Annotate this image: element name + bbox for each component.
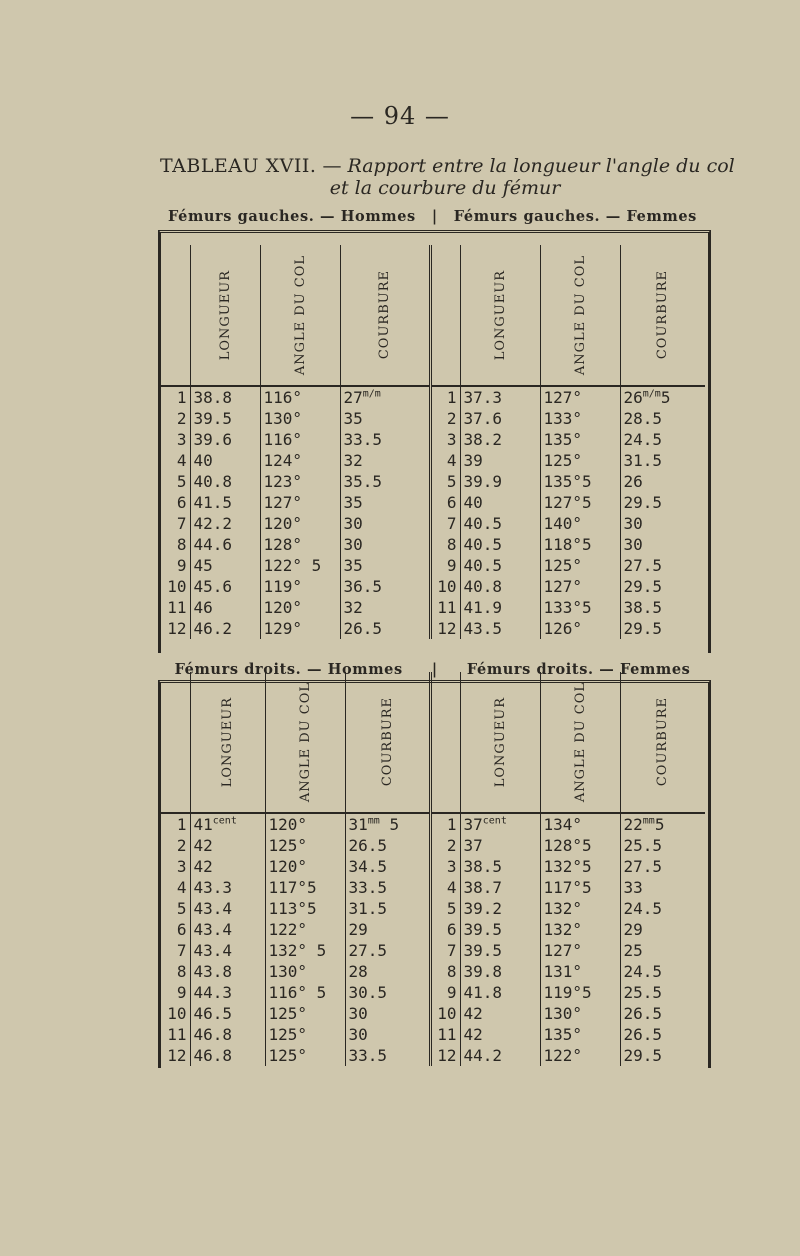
row-index: 6 bbox=[160, 919, 190, 940]
cell-angle-hommes: 123° bbox=[260, 471, 340, 492]
cell-courbure-hommes: 35.5 bbox=[340, 471, 430, 492]
row-index: 12 bbox=[430, 1045, 460, 1066]
cell-angle-femmes: 119°5 bbox=[540, 982, 620, 1003]
cell-angle-femmes: 140° bbox=[540, 513, 620, 534]
row-index: 11 bbox=[430, 597, 460, 618]
cell-courbure-femmes: $22^{mm}5$ bbox=[623, 815, 665, 834]
cell-angle-femmes: 127°5 bbox=[540, 492, 620, 513]
section-divider: | bbox=[431, 208, 438, 225]
table-row bbox=[160, 919, 705, 940]
cell-courbure-femmes: 31.5 bbox=[623, 451, 663, 470]
cell-courbure-hommes: $27^{m/m}$ bbox=[340, 386, 430, 408]
cell-courbure-hommes: 35 bbox=[340, 492, 430, 513]
cell-angle-femmes: 125° bbox=[540, 450, 620, 471]
cell-courbure-hommes: 32 bbox=[340, 450, 430, 471]
header-longueur-hommes: LONGUEUR bbox=[190, 672, 265, 813]
cell-angle-hommes: 130° bbox=[260, 408, 340, 429]
row-index: 8 bbox=[430, 961, 460, 982]
row-index: 2 bbox=[430, 408, 460, 429]
cell-courbure-hommes: 33.5 bbox=[345, 1045, 430, 1066]
row-index: 9 bbox=[160, 555, 190, 576]
cell-longueur-hommes: 44.3 bbox=[190, 982, 265, 1003]
cell-courbure-femmes: 29 bbox=[623, 920, 643, 939]
cell-courbure-femmes: 24.5 bbox=[623, 430, 663, 449]
cell-courbure-hommes: 35 bbox=[340, 555, 430, 576]
cell-angle-femmes: 131° bbox=[540, 961, 620, 982]
cell-longueur-femmes: 39.8 bbox=[460, 961, 540, 982]
row-index: 12 bbox=[160, 1045, 190, 1066]
row-index: 8 bbox=[160, 534, 190, 555]
table-row bbox=[160, 877, 705, 898]
cell-longueur-hommes: 43.8 bbox=[190, 961, 265, 982]
cell-longueur-femmes: 42 bbox=[460, 1024, 540, 1045]
cell-angle-femmes: 130° bbox=[540, 1003, 620, 1024]
row-index: 10 bbox=[160, 576, 190, 597]
cell-angle-hommes: 116° 5 bbox=[265, 982, 345, 1003]
row-index: 7 bbox=[160, 513, 190, 534]
row-index: 11 bbox=[430, 1024, 460, 1045]
title-italic-text: Rapport entre la longueur l'angle du col bbox=[347, 155, 735, 177]
cell-courbure-femmes: 29.5 bbox=[623, 493, 663, 512]
cell-angle-femmes: 135° bbox=[540, 1024, 620, 1045]
cell-courbure-hommes: 27.5 bbox=[345, 940, 430, 961]
cell-angle-femmes: 135°5 bbox=[540, 471, 620, 492]
title-dash: — bbox=[322, 155, 342, 177]
cell-courbure-femmes: 29.5 bbox=[623, 1046, 663, 1065]
table-row bbox=[160, 534, 705, 555]
cell-angle-femmes: 125° bbox=[540, 555, 620, 576]
header-angle-hommes: ANGLE DU COL bbox=[265, 672, 345, 813]
cell-angle-hommes: 120° bbox=[260, 513, 340, 534]
title-line-2: et la courbure du fémur bbox=[329, 177, 561, 199]
cell-angle-hommes: 128° bbox=[260, 534, 340, 555]
header-angle-femmes: ANGLE DU COL bbox=[540, 672, 620, 813]
cell-angle-femmes: 132°5 bbox=[540, 856, 620, 877]
table-row bbox=[160, 835, 705, 856]
cell-courbure-hommes: 26.5 bbox=[345, 835, 430, 856]
cell-courbure-femmes: 30 bbox=[623, 514, 643, 533]
cell-longueur-femmes: 37.3 bbox=[460, 386, 540, 408]
header-angle-hommes: ANGLE DU COL bbox=[260, 245, 340, 386]
cell-angle-hommes: 132° 5 bbox=[265, 940, 345, 961]
table-row bbox=[160, 1024, 705, 1045]
title-label: TABLEAU XVII. bbox=[160, 155, 317, 177]
header-index bbox=[430, 672, 460, 813]
cell-longueur-femmes: 40 bbox=[460, 492, 540, 513]
section-droits-femmes: Fémurs droits. — Femmes bbox=[466, 661, 691, 678]
cell-courbure-femmes: 28.5 bbox=[623, 409, 663, 428]
cell-courbure-hommes: 30 bbox=[345, 1024, 430, 1045]
table-row bbox=[160, 856, 705, 877]
cell-courbure-femmes: 26 bbox=[623, 472, 643, 491]
row-index: 1 bbox=[430, 386, 460, 408]
cell-courbure-hommes: 31.5 bbox=[345, 898, 430, 919]
section-gauches-femmes: Fémurs gauches. — Femmes bbox=[453, 208, 697, 225]
cell-longueur-hommes: 40 bbox=[190, 450, 260, 471]
cell-angle-hommes: 120° bbox=[265, 856, 345, 877]
cell-longueur-hommes: 39.6 bbox=[190, 429, 260, 450]
cell-longueur-femmes: 44.2 bbox=[460, 1045, 540, 1066]
cell-courbure-femmes: 25.5 bbox=[623, 836, 663, 855]
cell-longueur-hommes: 43.4 bbox=[190, 940, 265, 961]
cell-longueur-femmes: 37 bbox=[460, 835, 540, 856]
cell-courbure-hommes: 33.5 bbox=[345, 877, 430, 898]
cell-angle-hommes: 122° bbox=[265, 919, 345, 940]
cell-longueur-femmes: 43.5 bbox=[460, 618, 540, 639]
table-row bbox=[160, 429, 705, 450]
cell-courbure-femmes: $26^{m/m}5$ bbox=[623, 388, 671, 407]
row-index: 11 bbox=[160, 1024, 190, 1045]
table-row bbox=[160, 386, 705, 408]
row-index: 12 bbox=[430, 618, 460, 639]
cell-courbure-hommes: 35 bbox=[340, 408, 430, 429]
row-index: 4 bbox=[160, 877, 190, 898]
cell-longueur-hommes: 39.5 bbox=[190, 408, 260, 429]
cell-longueur-hommes: 46.8 bbox=[190, 1024, 265, 1045]
cell-courbure-femmes: 24.5 bbox=[623, 962, 663, 981]
cell-courbure-femmes: 25 bbox=[623, 941, 643, 960]
row-index: 5 bbox=[160, 898, 190, 919]
cell-longueur-femmes: 37.6 bbox=[460, 408, 540, 429]
cell-longueur-hommes: 45.6 bbox=[190, 576, 260, 597]
cell-courbure-femmes: 27.5 bbox=[623, 556, 663, 575]
row-index: 7 bbox=[430, 513, 460, 534]
cell-angle-hommes: 125° bbox=[265, 835, 345, 856]
cell-longueur-hommes: 43.3 bbox=[190, 877, 265, 898]
table-row bbox=[160, 1045, 705, 1066]
table-row bbox=[160, 408, 705, 429]
cell-angle-hommes: 127° bbox=[260, 492, 340, 513]
cell-angle-femmes: 133°5 bbox=[540, 597, 620, 618]
cell-longueur-hommes: 46.8 bbox=[190, 1045, 265, 1066]
cell-courbure-femmes: 29.5 bbox=[623, 619, 663, 638]
row-index: 9 bbox=[160, 982, 190, 1003]
cell-angle-hommes: 120° bbox=[265, 813, 345, 835]
cell-courbure-femmes: 33 bbox=[623, 878, 643, 897]
cell-angle-femmes: 117°5 bbox=[540, 877, 620, 898]
cell-courbure-hommes: 32 bbox=[340, 597, 430, 618]
header-longueur-femmes: LONGUEUR bbox=[460, 245, 540, 386]
cell-longueur-femmes: 39.9 bbox=[460, 471, 540, 492]
cell-courbure-femmes: 38.5 bbox=[623, 598, 663, 617]
cell-longueur-femmes: 39 bbox=[460, 450, 540, 471]
cell-longueur-hommes: 43.4 bbox=[190, 919, 265, 940]
header-courbure-hommes: COURBURE bbox=[340, 245, 430, 386]
header-courbure-femmes: COURBURE bbox=[620, 245, 705, 386]
section-header-gauches bbox=[160, 208, 705, 225]
cell-courbure-hommes: 30 bbox=[340, 534, 430, 555]
cell-longueur-hommes: $41^{cent}$ bbox=[190, 813, 265, 835]
section-droits-hommes: Fémurs droits. — Hommes bbox=[174, 661, 403, 678]
header-index bbox=[160, 672, 190, 813]
cell-longueur-hommes: 46 bbox=[190, 597, 260, 618]
cell-longueur-hommes: 46.2 bbox=[190, 618, 260, 639]
header-index bbox=[430, 245, 460, 386]
row-index: 9 bbox=[430, 982, 460, 1003]
table-row bbox=[160, 597, 705, 618]
cell-courbure-femmes: 24.5 bbox=[623, 899, 663, 918]
row-index: 11 bbox=[160, 597, 190, 618]
cell-longueur-femmes: 41.8 bbox=[460, 982, 540, 1003]
header-angle-femmes: ANGLE DU COL bbox=[540, 245, 620, 386]
table-row bbox=[160, 940, 705, 961]
table-row bbox=[160, 898, 705, 919]
cell-courbure-hommes: 30 bbox=[345, 1003, 430, 1024]
header-longueur-hommes: LONGUEUR bbox=[190, 245, 260, 386]
cell-courbure-hommes: 36.5 bbox=[340, 576, 430, 597]
table-gauches bbox=[160, 245, 705, 639]
cell-angle-femmes: 126° bbox=[540, 618, 620, 639]
cell-courbure-hommes: 29 bbox=[345, 919, 430, 940]
cell-angle-femmes: 133° bbox=[540, 408, 620, 429]
cell-longueur-femmes: 40.5 bbox=[460, 555, 540, 576]
row-index: 3 bbox=[430, 856, 460, 877]
cell-angle-hommes: 119° bbox=[260, 576, 340, 597]
table-row bbox=[160, 471, 705, 492]
row-index: 2 bbox=[160, 835, 190, 856]
cell-longueur-femmes: 39.5 bbox=[460, 919, 540, 940]
table-row bbox=[160, 961, 705, 982]
row-index: 1 bbox=[430, 813, 460, 835]
row-index: 3 bbox=[430, 429, 460, 450]
table-row bbox=[160, 492, 705, 513]
cell-angle-femmes: 132° bbox=[540, 919, 620, 940]
cell-angle-femmes: 134° bbox=[540, 813, 620, 835]
section-divider: | bbox=[431, 661, 438, 678]
cell-longueur-hommes: 42 bbox=[190, 835, 265, 856]
cell-longueur-hommes: 43.4 bbox=[190, 898, 265, 919]
header-courbure-hommes: COURBURE bbox=[345, 672, 430, 813]
header-index bbox=[160, 245, 190, 386]
cell-longueur-femmes: 42 bbox=[460, 1003, 540, 1024]
cell-angle-femmes: 127° bbox=[540, 940, 620, 961]
row-index: 7 bbox=[430, 940, 460, 961]
cell-longueur-femmes: 38.5 bbox=[460, 856, 540, 877]
row-index: 8 bbox=[160, 961, 190, 982]
cell-courbure-hommes: 28 bbox=[345, 961, 430, 982]
cell-courbure-hommes: 30.5 bbox=[345, 982, 430, 1003]
cell-courbure-hommes: 34.5 bbox=[345, 856, 430, 877]
cell-angle-hommes: 129° bbox=[260, 618, 340, 639]
table-title bbox=[160, 155, 735, 199]
table-droits bbox=[160, 672, 705, 1066]
table-row bbox=[160, 576, 705, 597]
row-index: 4 bbox=[430, 877, 460, 898]
cell-longueur-hommes: 40.8 bbox=[190, 471, 260, 492]
cell-longueur-hommes: 42.2 bbox=[190, 513, 260, 534]
cell-angle-femmes: 128°5 bbox=[540, 835, 620, 856]
cell-longueur-hommes: 42 bbox=[190, 856, 265, 877]
cell-courbure-femmes: 26.5 bbox=[623, 1025, 663, 1044]
row-index: 8 bbox=[430, 534, 460, 555]
page-number: — 94 — bbox=[350, 102, 450, 130]
cell-courbure-femmes: 29.5 bbox=[623, 577, 663, 596]
row-index: 6 bbox=[430, 919, 460, 940]
cell-courbure-hommes: $31^{mm}$ 5 bbox=[345, 813, 430, 835]
cell-angle-hommes: 120° bbox=[260, 597, 340, 618]
cell-courbure-hommes: 26.5 bbox=[340, 618, 430, 639]
header-courbure-femmes: COURBURE bbox=[620, 672, 705, 813]
cell-longueur-femmes: 38.2 bbox=[460, 429, 540, 450]
row-index: 10 bbox=[160, 1003, 190, 1024]
row-index: 1 bbox=[160, 386, 190, 408]
row-index: 5 bbox=[160, 471, 190, 492]
table-row bbox=[160, 618, 705, 639]
row-index: 6 bbox=[430, 492, 460, 513]
table-row bbox=[160, 813, 705, 835]
table-row bbox=[160, 450, 705, 471]
cell-longueur-hommes: 38.8 bbox=[190, 386, 260, 408]
row-index: 10 bbox=[430, 1003, 460, 1024]
cell-longueur-hommes: 46.5 bbox=[190, 1003, 265, 1024]
row-index: 4 bbox=[430, 450, 460, 471]
cell-angle-hommes: 125° bbox=[265, 1024, 345, 1045]
cell-longueur-femmes: 40.5 bbox=[460, 534, 540, 555]
table-row bbox=[160, 1003, 705, 1024]
title-line-1 bbox=[160, 155, 735, 177]
row-index: 7 bbox=[160, 940, 190, 961]
cell-longueur-femmes: $37^{cent}$ bbox=[460, 813, 540, 835]
row-index: 12 bbox=[160, 618, 190, 639]
row-index: 9 bbox=[430, 555, 460, 576]
cell-longueur-femmes: 39.5 bbox=[460, 940, 540, 961]
cell-longueur-femmes: 39.2 bbox=[460, 898, 540, 919]
table-row bbox=[160, 555, 705, 576]
row-index: 5 bbox=[430, 898, 460, 919]
cell-longueur-femmes: 41.9 bbox=[460, 597, 540, 618]
cell-courbure-hommes: 33.5 bbox=[340, 429, 430, 450]
header-longueur-femmes: LONGUEUR bbox=[460, 672, 540, 813]
cell-longueur-femmes: 40.8 bbox=[460, 576, 540, 597]
cell-angle-femmes: 118°5 bbox=[540, 534, 620, 555]
cell-angle-hommes: 125° bbox=[265, 1003, 345, 1024]
cell-longueur-hommes: 45 bbox=[190, 555, 260, 576]
row-index: 10 bbox=[430, 576, 460, 597]
cell-angle-hommes: 124° bbox=[260, 450, 340, 471]
cell-courbure-femmes: 26.5 bbox=[623, 1004, 663, 1023]
row-index: 6 bbox=[160, 492, 190, 513]
cell-angle-femmes: 122° bbox=[540, 1045, 620, 1066]
cell-courbure-hommes: 30 bbox=[340, 513, 430, 534]
cell-longueur-femmes: 38.7 bbox=[460, 877, 540, 898]
table-row bbox=[160, 513, 705, 534]
cell-angle-femmes: 135° bbox=[540, 429, 620, 450]
cell-courbure-femmes: 30 bbox=[623, 535, 643, 554]
cell-angle-hommes: 122° 5 bbox=[260, 555, 340, 576]
cell-angle-hommes: 125° bbox=[265, 1045, 345, 1066]
cell-angle-hommes: 130° bbox=[265, 961, 345, 982]
cell-angle-femmes: 127° bbox=[540, 576, 620, 597]
cell-longueur-femmes: 40.5 bbox=[460, 513, 540, 534]
section-gauches-hommes: Fémurs gauches. — Hommes bbox=[168, 208, 416, 225]
cell-longueur-hommes: 41.5 bbox=[190, 492, 260, 513]
row-index: 2 bbox=[160, 408, 190, 429]
cell-angle-hommes: 117°5 bbox=[265, 877, 345, 898]
row-index: 5 bbox=[430, 471, 460, 492]
cell-angle-femmes: 127° bbox=[540, 386, 620, 408]
cell-courbure-femmes: 25.5 bbox=[623, 983, 663, 1002]
cell-angle-hommes: 116° bbox=[260, 386, 340, 408]
cell-angle-femmes: 132° bbox=[540, 898, 620, 919]
row-index: 3 bbox=[160, 856, 190, 877]
cell-angle-hommes: 116° bbox=[260, 429, 340, 450]
cell-longueur-hommes: 44.6 bbox=[190, 534, 260, 555]
cell-angle-hommes: 113°5 bbox=[265, 898, 345, 919]
row-index: 4 bbox=[160, 450, 190, 471]
row-index: 2 bbox=[430, 835, 460, 856]
table-row bbox=[160, 982, 705, 1003]
row-index: 1 bbox=[160, 813, 190, 835]
cell-courbure-femmes: 27.5 bbox=[623, 857, 663, 876]
row-index: 3 bbox=[160, 429, 190, 450]
